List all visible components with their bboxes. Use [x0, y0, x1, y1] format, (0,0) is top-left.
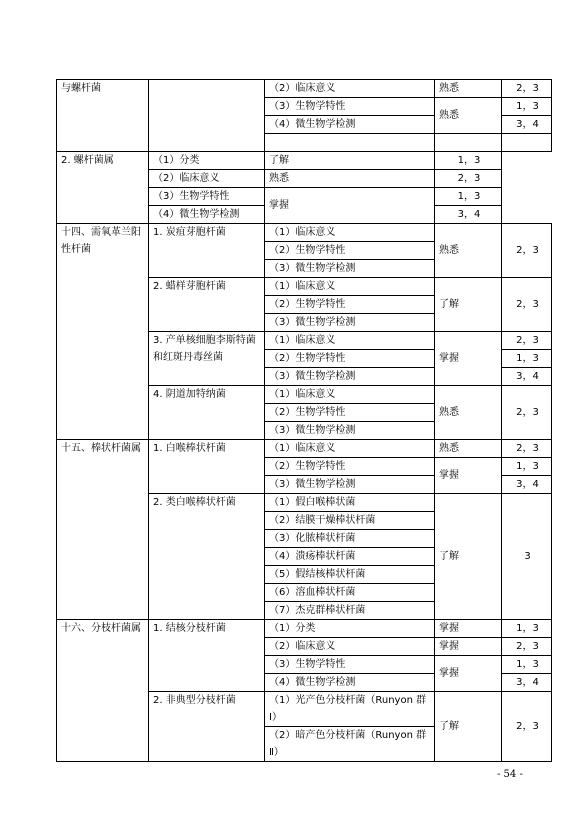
- topic-cell: （1）光产色分枝杆菌（Runyon 群Ⅰ）: [265, 691, 435, 726]
- chapter-cell: 与螺杆菌: [57, 80, 149, 152]
- level-cell: 1，3: [502, 457, 552, 475]
- topic-cell: （3）微生物学检测: [265, 421, 435, 439]
- topic-cell: （4）微生物学检测: [265, 673, 435, 691]
- topic-cell: （4）微生物学检测: [265, 116, 435, 134]
- topic-cell: （2）生物学特性: [265, 457, 435, 475]
- requirement-cell: 了解: [435, 277, 502, 331]
- topic-cell: （1）分类: [265, 619, 435, 637]
- topic-cell: （1）临床意义: [265, 277, 435, 295]
- genus-cell: 2. 类白喉棒状杆菌: [149, 493, 265, 619]
- genus-cell: 4. 阴道加特纳菌: [149, 385, 265, 439]
- genus-cell: 2. 螺杆菌属: [57, 151, 149, 223]
- level-cell: 3，4: [435, 205, 502, 223]
- syllabus-table-body: [57, 80, 552, 762]
- topic-cell: （2）生物学特性: [265, 349, 435, 367]
- topic-cell: （1）分类: [149, 151, 265, 169]
- topic-cell: [265, 134, 435, 152]
- requirement-cell: 掌握: [435, 331, 502, 385]
- requirement-cell: 掌握: [435, 457, 502, 493]
- topic-cell: （1）临床意义: [265, 385, 435, 403]
- topic-cell: （3）生物学特性: [149, 187, 265, 205]
- level-cell: 2，3: [502, 277, 552, 331]
- topic-cell: （3）微生物学检测: [265, 475, 435, 493]
- level-cell: 1，3: [502, 619, 552, 637]
- genus-cell: 2. 非典型分枝杆菌: [149, 691, 265, 761]
- level-cell: [502, 134, 552, 152]
- topic-cell: （1）假白喉棒状菌: [265, 493, 435, 511]
- table-row: [57, 151, 552, 169]
- genus-cell: 1. 结核分枝杆菌: [149, 619, 265, 691]
- topic-cell: （3）生物学特性: [265, 655, 435, 673]
- level-cell: 2，3: [502, 223, 552, 277]
- requirement-cell: 熟悉: [435, 98, 502, 134]
- level-cell: 2，3: [502, 691, 552, 761]
- level-cell: 2，3: [502, 80, 552, 98]
- topic-cell: （1）临床意义: [265, 439, 435, 457]
- requirement-cell: 了解: [435, 691, 502, 761]
- genus-cell: [149, 80, 265, 152]
- requirement-cell: 熟悉: [435, 80, 502, 98]
- table-row: [57, 80, 552, 98]
- requirement-cell: 熟悉: [435, 223, 502, 277]
- topic-cell: （2）生物学特性: [265, 295, 435, 313]
- level-cell: 3，4: [502, 673, 552, 691]
- level-cell: 2，3: [502, 439, 552, 457]
- requirement-cell: 掌握: [265, 187, 435, 223]
- topic-cell: （4）溃疡棒状杆菌: [265, 547, 435, 565]
- requirement-cell: 掌握: [435, 619, 502, 637]
- level-cell: 2，3: [435, 169, 502, 187]
- topic-cell: （3）生物学特性: [265, 98, 435, 116]
- topic-cell: （3）化脓棒状杆菌: [265, 529, 435, 547]
- genus-cell: 1. 白喉棒状杆菌: [149, 439, 265, 493]
- table-row: [57, 439, 552, 457]
- level-cell: 1，3: [502, 655, 552, 673]
- syllabus-table: [56, 79, 552, 762]
- chapter-cell: 十四、需氧革兰阳性杆菌: [57, 223, 149, 439]
- level-cell: 3，4: [502, 367, 552, 385]
- level-cell: 1，3: [502, 349, 552, 367]
- level-cell: 2，3: [502, 331, 552, 349]
- requirement-cell: [435, 134, 502, 152]
- topic-cell: （2）生物学特性: [265, 241, 435, 259]
- genus-cell: 1. 炭疽芽胞杆菌: [149, 223, 265, 277]
- chapter-cell: 十六、分枝杆菌属: [57, 619, 149, 761]
- requirement-cell: 熟悉: [265, 169, 435, 187]
- page-number: - 54 -: [497, 769, 523, 780]
- topic-cell: （4）微生物学检测: [149, 205, 265, 223]
- genus-cell: 2. 蜡样芽胞杆菌: [149, 277, 265, 331]
- level-cell: 1，3: [435, 187, 502, 205]
- requirement-cell: 掌握: [435, 637, 502, 655]
- requirement-cell: 了解: [435, 493, 502, 619]
- topic-cell: （3）微生物学检测: [265, 313, 435, 331]
- chapter-cell: 十五、棒状杆菌属: [57, 439, 149, 619]
- level-cell: 1，3: [502, 98, 552, 116]
- topic-cell: （2）暗产色分枝杆菌（Runyon 群Ⅱ）: [265, 726, 435, 761]
- topic-cell: （1）临床意义: [265, 223, 435, 241]
- requirement-cell: 熟悉: [435, 439, 502, 457]
- level-cell: 3，4: [502, 475, 552, 493]
- level-cell: 2，3: [502, 385, 552, 439]
- topic-cell: （2）临床意义: [149, 169, 265, 187]
- topic-cell: （2）结膜干燥棒状杆菌: [265, 511, 435, 529]
- table-row: [57, 223, 552, 241]
- topic-cell: （7）杰克群棒状杆菌: [265, 601, 435, 619]
- topic-cell: （2）生物学特性: [265, 403, 435, 421]
- topic-cell: （3）微生物学检测: [265, 367, 435, 385]
- requirement-cell: 掌握: [435, 655, 502, 691]
- topic-cell: （1）临床意义: [265, 331, 435, 349]
- level-cell: 2，3: [502, 637, 552, 655]
- table-row: [57, 619, 552, 637]
- topic-cell: （6）溶血棒状杆菌: [265, 583, 435, 601]
- level-cell: 1，3: [435, 151, 502, 169]
- genus-cell: 3. 产单核细胞李斯特菌和红斑丹毒丝菌: [149, 331, 265, 385]
- level-cell: 3: [502, 493, 552, 619]
- topic-cell: （2）临床意义: [265, 80, 435, 98]
- requirement-cell: 熟悉: [435, 385, 502, 439]
- topic-cell: （2）临床意义: [265, 637, 435, 655]
- topic-cell: （3）微生物学检测: [265, 259, 435, 277]
- topic-cell: （5）假结核棒状杆菌: [265, 565, 435, 583]
- level-cell: 3，4: [502, 116, 552, 134]
- requirement-cell: 了解: [265, 151, 435, 169]
